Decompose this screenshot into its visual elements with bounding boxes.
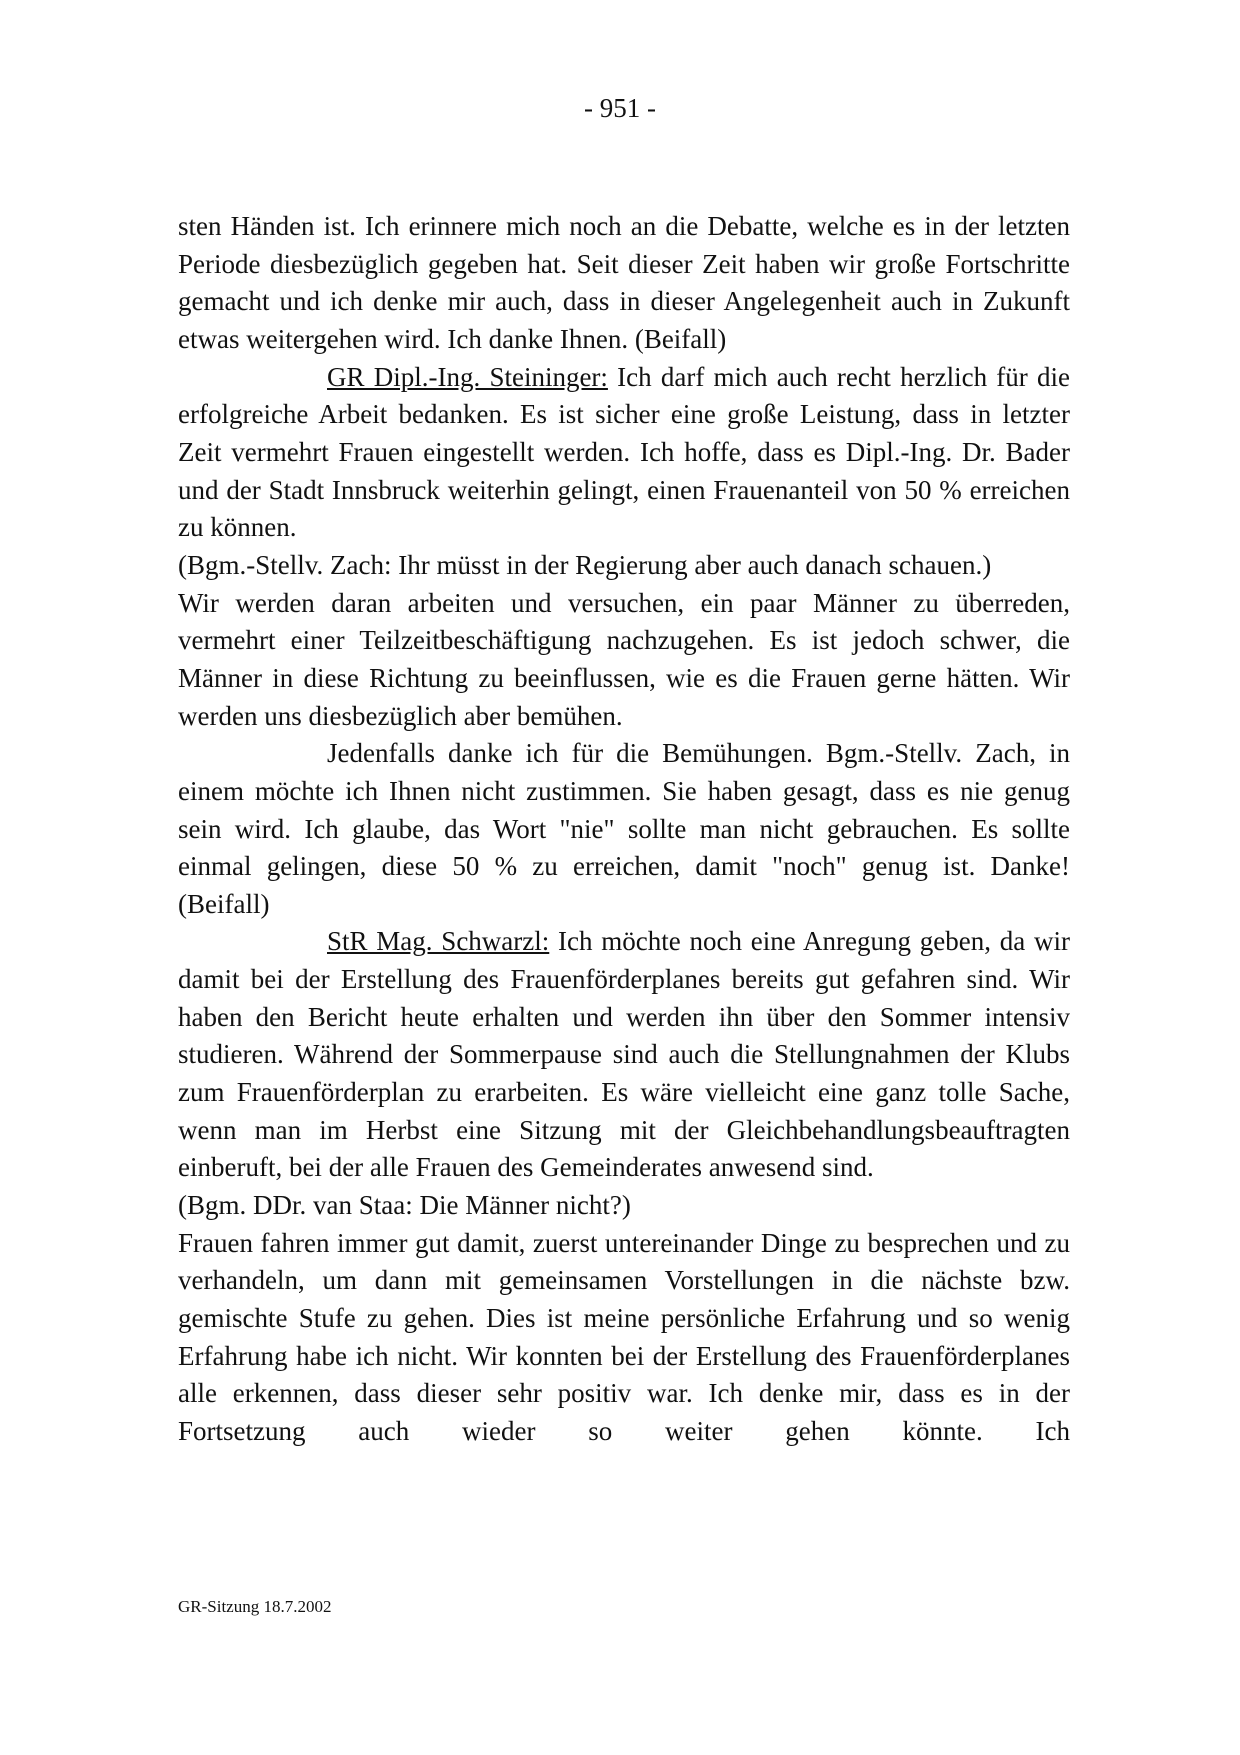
speech-steininger: Ich darf mich auch recht herzlich für die erfolgreiche Arbeit bedanken. Es ist sicher eine große Leistung, dass in letzter Zeit vermehrt Frauen eingestellt werden. Ich hoffe, dass es Dipl.-Ing. Dr. Bader und der Stadt Innsbruck weiterhin gelingt, einen Frauenanteil von 50 % erreichen zu können. bbox=[178, 361, 1070, 543]
paragraph-schwarzl bbox=[178, 923, 1070, 1187]
speaker-schwarzl: StR Mag. Schwarzl: bbox=[327, 926, 550, 957]
interjection-zach: (Bgm.-Stellv. Zach: Ihr müsst in der Regierung aber auch danach schauen.) bbox=[178, 549, 992, 580]
speaker-steininger: GR Dipl.-Ing. Steininger: bbox=[327, 361, 608, 392]
paragraph-steininger bbox=[178, 359, 1070, 547]
paragraph-reply: Wir werden daran arbeiten und versuchen, ein paar Männer zu überreden, vermehrt einer Teilzeitbeschäftigung nachzugehen. Es ist jedoch schwer, die Männer in diese Richtung zu beeinflussen, wie es die Frauen gerne hätten. Wir werden uns diesbezüglich aber bemühen. bbox=[178, 587, 1070, 731]
paragraph-thanks: Jedenfalls danke ich für die Bemühungen. Bgm.-Stellv. Zach, in einem möchte ich Ihnen nicht zustimmen. Sie haben gesagt, dass es nie genug sein wird. Ich glaube, das Wort "nie" sollte man nicht gebrauchen. Es sollte einmal gelingen, diese 50 % zu erreichen, damit "noch" genug ist. Danke! (Beifall) bbox=[178, 738, 1070, 919]
page-number: - 951 - bbox=[584, 93, 656, 123]
interjection-van-staa: (Bgm. DDr. van Staa: Die Männer nicht?) bbox=[178, 1190, 631, 1221]
page-footer: GR-Sitzung 18.7.2002 bbox=[178, 1597, 332, 1616]
paragraph-continuation: sten Händen ist. Ich erinnere mich noch an die Debatte, welche es in der letzten Periode diesbezüglich gegeben hat. Seit dieser Zeit haben wir große Fortschritte gemacht und ich denke mir auch, dass in dieser Angelegenheit auch in Zukunft etwas weitergehen wird. Ich danke Ihnen. (Beifall) bbox=[178, 211, 1070, 354]
document-body bbox=[178, 208, 1070, 1451]
speech-schwarzl: Ich möchte noch eine Anregung geben, da wir damit bei der Erstellung des Frauenförderplanes bereits gut gefahren sind. Wir haben den Bericht heute erhalten und werden ihn über den Sommer intensiv studieren. Während der Sommerpause sind auch die Stellungnahmen der Klubs zum Frauenförderplan zu erarbeiten. Es wäre vielleicht eine ganz tolle Sache, wenn man im Herbst eine Sitzung mit der Gleichbehandlungsbeauftragten einberuft, bei der alle Frauen des Gemeinderates anwesend sind. bbox=[178, 926, 1070, 1183]
paragraph-frauen: Frauen fahren immer gut damit, zuerst untereinander Dinge zu besprechen und zu verhandeln, um dann mit gemeinsamen Vorstellungen in die nächste bzw. gemischte Stufe zu gehen. Dies ist meine persönliche Erfahrung und so wenig Erfahrung habe ich nicht. Wir konnten bei der Erstellung des Frauenförderplanes alle erkennen, dass dieser sehr positiv war. Ich denke mir, dass es in der Fortsetzung auch wieder so weiter gehen könnte. Ich bbox=[178, 1227, 1070, 1446]
